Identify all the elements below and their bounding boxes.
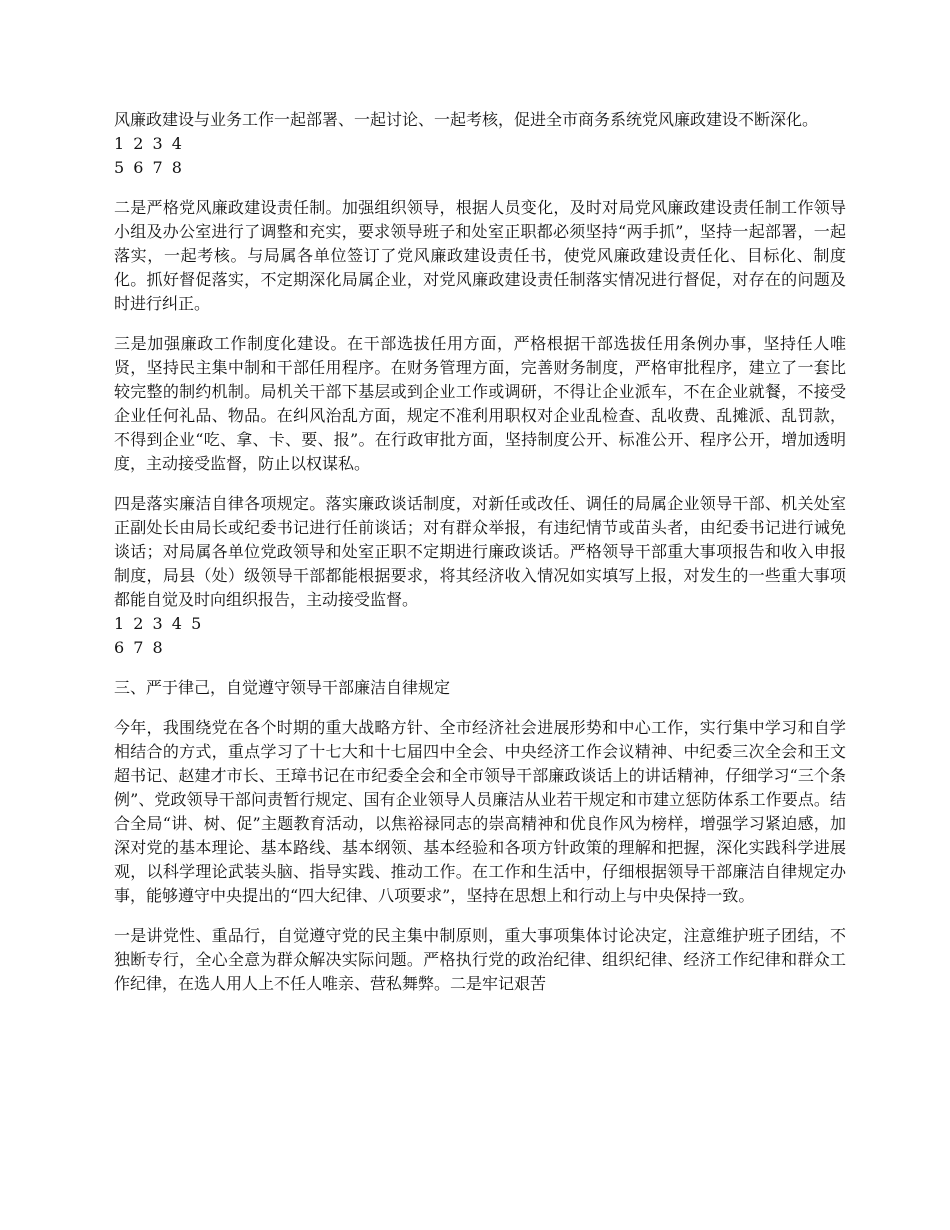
page-numbers-line-1: 1 2 3 4 [114,134,184,153]
page-numbers-line-3: 1 2 3 4 5 [114,614,204,633]
paragraph-institution: 三是加强廉政工作制度化建设。在干部选拔任用方面，严格根据干部选拔任用条例办事，坚持任人唯贤，坚持民主集中制和干部任用程序。在财务管理方面，完善财务制度，严格审批程序，建立了一套比较完整的制约机制。局机关干部下基层或到企业工作或调研，不得让企业派车，不在企业就餐，不接受企业任何礼品、物品。在纠风治乱方面，规定不准利用职权对企业乱检查、乱收费、乱摊派、乱罚款，不得到企业“吃、拿、卡、要、报”。在行政审批方面，坚持制度公开、标准公开、程序公开，增加透明度，主动接受监督，防止以权谋私。 [114,334,846,473]
paragraph-responsibility: 二是严格党风廉政建设责任制。加强组织领导，根据人员变化，及时对局党风廉政建设责任制工作领导小组及办公室进行了调整和充实，要求领导班子和处室正职都必须坚持“两手抓”，坚持一起部署，一起落实，一起考核。与局属各单位签订了党风廉政建设责任书，使党风廉政建设责任化、目标化、制度化。抓好督促落实，不定期深化局属企业，对党风廉政建设责任制落实情况进行督促，对存在的问题及时进行纠正。 [114,198,846,313]
document-page [114,108,846,996]
paragraph-party-spirit: 一是讲党性、重品行，自觉遵守党的民主集中制原则，重大事项集体讨论决定，注意维护班子团结，不独断专行，全心全意为群众解决实际问题。严格执行党的政治纪律、组织纪律、经济工作纪律和群众工作纪律，在选人用人上不任人唯亲、营私舞弊。二是牢记艰苦 [114,926,846,993]
paragraph-intro: 风廉政建设与业务工作一起部署、一起讨论、一起考核，促进全市商务系统党风廉政建设不断深化。 [114,110,819,129]
page-numbers-line-4: 6 7 8 [114,638,165,657]
paragraph-study: 今年，我围绕党在各个时期的重大战略方针、全市经济社会进展形势和中心工作，实行集中学习和自学相结合的方式，重点学习了十七大和十七届四中全会、中央经济工作会议精神、中纪委三次全会和王文超书记、赵建才市长、王璋书记在市纪委全会和全市领导干部廉政谈话上的讲话精神，仔细学习“三个条例”、党政领导干部问责暂行规定、国有企业领导人员廉洁从业若干规定和市建立惩防体系工作要点。结合全局“讲、树、促”主题教育活动，以焦裕禄同志的崇高精神和优良作风为榜样，增强学习紧迫感，加深对党的基本理论、基本路线、基本纲领、基本经验和各项方针政策的理解和把握，深化实践科学进展观，以科学理论武装头脑、指导实践、推动工作。在工作和生活中，仔细根据领导干部廉洁自律规定办事，能够遵守中央提出的“四大纪律、八项要求”，坚持在思想上和行动上与中央保持一致。 [114,718,846,905]
section-heading-3: 三、严于律己，自觉遵守领导干部廉洁自律规定 [114,678,451,697]
paragraph-self-discipline: 四是落实廉洁自律各项规定。落实廉政谈话制度，对新任或改任、调任的局属企业领导干部、机关处室正副处长由局长或纪委书记进行任前谈话；对有群众举报，有违纪情节或苗头者，由纪委书记进行诫免谈话；对局属各单位党政领导和处室正职不定期进行廉政谈话。严格领导干部重大事项报告和收入申报制度，局县（处）级领导干部都能根据要求，将其经济收入情况如实填写上报，对发生的一些重大事项都能自觉及时向组织报告，主动接受监督。 [114,494,846,609]
page-numbers-line-2: 5 6 7 8 [114,158,184,177]
